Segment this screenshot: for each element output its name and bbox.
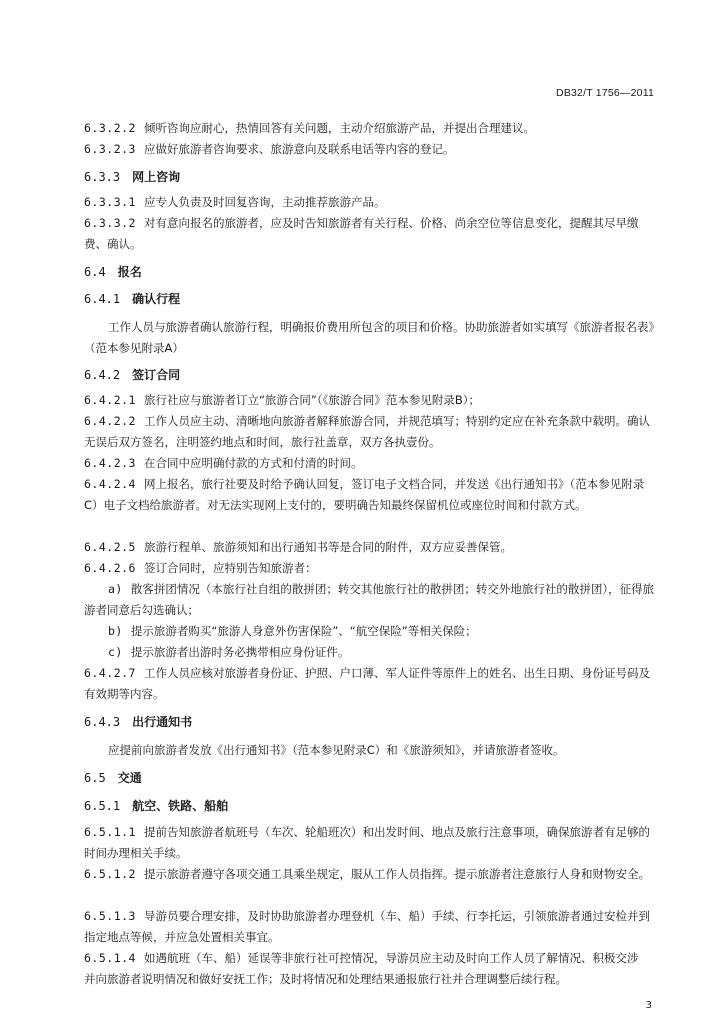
heading-text: 交通 <box>117 771 142 785</box>
list-item-c <box>84 642 656 663</box>
heading-6-4-1 <box>84 289 656 310</box>
clause-6-4-2-2 <box>84 411 656 453</box>
clause-6-4-2-4 <box>84 474 656 516</box>
heading-6-4-3 <box>84 712 656 733</box>
clause-6-4-2-1 <box>84 390 656 411</box>
clause-6-3-3-2 <box>84 213 656 255</box>
clause-6-5-1-1 <box>84 822 656 864</box>
heading-text: 航空、铁路、船舶 <box>132 799 229 813</box>
clause-number: 6.5.1.1 <box>84 825 136 839</box>
paragraph-text: 工作人员与旅游者确认旅游行程，明确报价费用所包含的项目和价格。协助旅游者如实填写《旅游者报名表》（范本参见附录A） <box>84 320 655 355</box>
heading-number: 6.5.1 <box>84 799 121 813</box>
clause-number: 6.5.1.2 <box>84 867 136 881</box>
clause-text: 工作人员应核对旅游者身份证、护照、户口薄、军人证件等原件上的姓名、出生日期、身份证号码及有效期等内容。 <box>84 666 650 701</box>
clause-6-3-2-2 <box>84 118 656 139</box>
clause-number: 6.3.2.3 <box>84 142 136 156</box>
clause-6-5-1-2 <box>84 864 656 885</box>
heading-6-4-2 <box>84 365 656 386</box>
heading-6-3-3 <box>84 167 656 188</box>
clause-text: 导游员要合理安排，及时协助旅游者办理登机（车、船）手续、行李托运，引领旅游者通过安检并到指定地点等候，并应急处置相关事宜。 <box>84 909 650 944</box>
heading-6-5-1 <box>84 796 656 817</box>
clause-number: 6.4.2.4 <box>84 477 136 491</box>
document-code: DB32/T 1756—2011 <box>556 87 654 99</box>
clause-6-5-1-4 <box>84 948 644 990</box>
paragraph-text: 应提前向旅游者发放《出行通知书》（范本参见附录C）和《旅游须知》，并请旅游者签收。 <box>108 743 565 757</box>
clause-6-3-3-1 <box>84 192 656 213</box>
heading-number: 6.4 <box>84 265 106 279</box>
clause-text: 网上报名，旅行社要及时给予确认回复，签订电子文档合同，并发送《出行通知书》（范本参见附录C）电子文档给旅游者。对无法实现网上支付的，要明确告知最终保留机位或座位时间和付款方式。 <box>84 477 645 512</box>
paragraph-confirm-itinerary <box>84 317 656 359</box>
clause-number: 6.3.2.2 <box>84 121 136 135</box>
clause-6-5-1-3 <box>84 906 656 948</box>
clause-number: 6.3.3.1 <box>84 195 136 209</box>
clause-text: 提示旅游者遵守各项交通工具乘坐规定，服从工作人员指挥。提示旅游者注意旅行人身和财物安全。 <box>143 867 650 881</box>
clause-6-4-2-5 <box>84 537 656 558</box>
clause-number: 6.5.1.4 <box>84 951 136 965</box>
clause-text: 对有意向报名的旅游者，应及时告知旅游者有关行程、价格、尚余空位等信息变化，提醒其尽早缴费、确认。 <box>84 216 639 251</box>
clause-number: 6.4.2.5 <box>84 540 136 554</box>
heading-6-4 <box>84 262 656 283</box>
list-text: 提示旅游者出游时务必携带相应身份证件。 <box>130 645 350 659</box>
clause-text: 工作人员应主动、清晰地向旅游者解释旅游合同，并规范填写；特别约定应在补充条款中载明。确认无误后双方签名，注明签约地点和时间，旅行社盖章，双方各执壹份。 <box>84 414 650 449</box>
clause-text: 如遇航班（车、船）延误等非旅行社可控情况，导游员应主动及时向工作人员了解情况、积极交涉并向旅游者说明情况和做好安抚工作；及时将情况和处理结果通报旅行社并合理调整后续行程。 <box>84 951 639 986</box>
heading-number: 6.5 <box>84 771 106 785</box>
clause-text: 应做好旅游者咨询要求、旅游意向及联系电话等内容的登记。 <box>143 142 455 156</box>
list-text: 散客拼团情况（本旅行社自组的散拼团；转交其他旅行社的散拼团；转交外地旅行社的散拼团），征得旅游者同意后勾选确认； <box>84 582 655 617</box>
clause-6-4-2-6 <box>84 558 656 579</box>
clause-number: 6.4.2.1 <box>84 393 136 407</box>
list-item-b <box>84 621 656 642</box>
heading-text: 签订合同 <box>132 368 181 382</box>
list-text: 提示旅游者购买“旅游人身意外伤害保险”、“航空保险”等相关保险； <box>130 624 477 638</box>
paragraph-travel-notice <box>84 740 656 761</box>
heading-text: 出行通知书 <box>132 715 193 729</box>
list-item-a <box>84 579 656 621</box>
heading-text: 报名 <box>117 265 142 279</box>
clause-6-4-2-7 <box>84 663 656 705</box>
clause-number: 6.4.2.2 <box>84 414 136 428</box>
list-marker: c) <box>108 645 123 659</box>
heading-text: 网上咨询 <box>132 170 181 184</box>
clause-number: 6.5.1.3 <box>84 909 136 923</box>
heading-number: 6.4.2 <box>84 368 121 382</box>
clause-number: 6.4.2.6 <box>84 561 136 575</box>
list-marker: b) <box>108 624 123 638</box>
clause-6-3-2-3 <box>84 139 656 160</box>
list-marker: a) <box>108 582 123 596</box>
clause-text: 旅行社应与旅游者订立“旅游合同”（《旅游合同》范本参见附录B）； <box>143 393 481 407</box>
clause-text: 倾听咨询应耐心，热情回答有关问题，主动介绍旅游产品，并提出合理建议。 <box>143 121 535 135</box>
clause-text: 签订合同时，应特别告知旅游者： <box>143 561 317 575</box>
clause-number: 6.4.2.3 <box>84 456 136 470</box>
clause-text: 提前告知旅游者航班号（车次、轮船班次）和出发时间、地点及旅行注意事项，确保旅游者有足够的时间办理相关手续。 <box>84 825 650 860</box>
clause-text: 在合同中应明确付款的方式和付清的时间。 <box>143 456 363 470</box>
page-number: 3 <box>645 1000 652 1011</box>
clause-number: 6.3.3.2 <box>84 216 136 230</box>
heading-number: 6.3.3 <box>84 170 121 184</box>
heading-number: 6.4.1 <box>84 292 121 306</box>
clause-text: 应专人负责及时回复咨询，主动推荐旅游产品。 <box>143 195 386 209</box>
clause-text: 旅游行程单、旅游须知和出行通知书等是合同的附件，双方应妥善保管。 <box>143 540 512 554</box>
clause-6-4-2-3 <box>84 453 656 474</box>
clause-number: 6.4.2.7 <box>84 666 136 680</box>
heading-text: 确认行程 <box>132 292 181 306</box>
heading-6-5 <box>84 768 656 789</box>
heading-number: 6.4.3 <box>84 715 121 729</box>
